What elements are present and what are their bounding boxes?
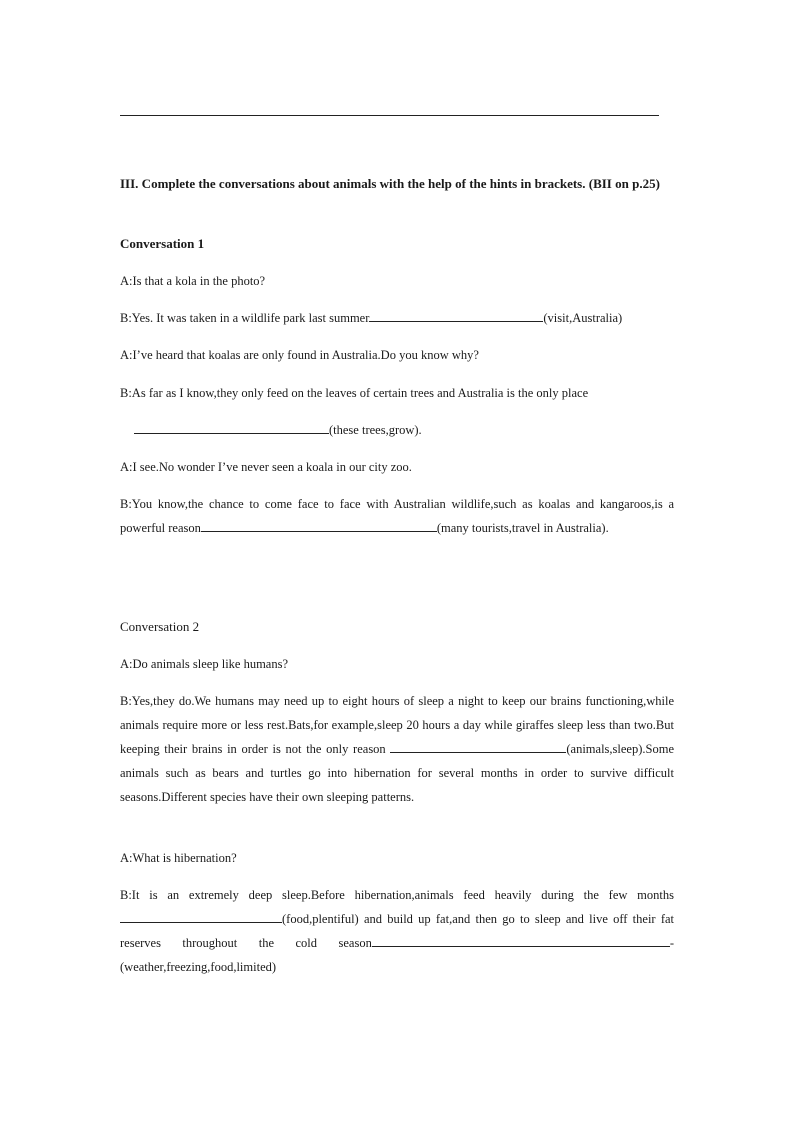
conv2-line-3: A:What is hibernation? bbox=[120, 851, 237, 865]
answer-blank[interactable] bbox=[201, 518, 437, 532]
conv1-line-7-text: B:You know,the chance to come face to face with Australian wildlife,such as koalas and kangaroos,is a powerful reason bbox=[120, 497, 674, 535]
hint: (these trees,grow). bbox=[329, 423, 422, 437]
answer-blank[interactable] bbox=[120, 909, 282, 923]
conv1-line-7 bbox=[120, 492, 674, 540]
hint: (animals,sleep). bbox=[566, 742, 646, 756]
hint: (many tourists,travel in Australia). bbox=[436, 521, 609, 535]
conv1-line-5 bbox=[120, 418, 688, 442]
conv1-line-2-text: B:Yes. It was taken in a wildlife park last summer bbox=[120, 311, 370, 325]
answer-blank[interactable] bbox=[369, 308, 543, 322]
conv1-line-1: A:Is that a kola in the photo? bbox=[120, 274, 266, 288]
answer-blank[interactable] bbox=[134, 420, 329, 434]
top-divider bbox=[120, 115, 659, 116]
conv2-line-4-text: B:It is an extremely deep sleep.Before hibernation,animals feed heavily during the few months bbox=[120, 888, 674, 902]
conv2-line-2-text: B:Yes,they do.We humans may need up to eight hours of sleep a night to keep our brains functioning,while animals require more or less rest.Bats,for example,sleep 20 hours a day while giraffes sleep less than two.But keeping their brains in order is not the only reason bbox=[120, 694, 674, 756]
hint: (weather,freezing,food,limited) bbox=[120, 960, 277, 974]
hint: (visit,Australia) bbox=[543, 311, 623, 325]
section-heading: III. Complete the conversations about animals with the help of the hints in brackets. (BII on p.25) bbox=[120, 176, 660, 191]
dash: - bbox=[669, 936, 674, 950]
conv2-line-4 bbox=[120, 883, 674, 979]
answer-blank[interactable] bbox=[390, 739, 566, 753]
conversation-2-title: Conversation 2 bbox=[120, 619, 200, 634]
conv2-line-2-cont: Some animals such as bears and turtles go into hibernation for several months in order to survive difficult seasons.Different species have their own sleeping patterns. bbox=[120, 742, 674, 804]
hint: (food,plentiful) bbox=[282, 912, 359, 926]
conversation-1-title: Conversation 1 bbox=[120, 236, 205, 251]
answer-blank[interactable] bbox=[372, 933, 670, 947]
conv1-line-3: A:I’ve heard that koalas are only found in Australia.Do you know why? bbox=[120, 348, 479, 362]
conv2-line-1: A:Do animals sleep like humans? bbox=[120, 657, 289, 671]
conv2-line-2 bbox=[120, 689, 674, 809]
conv1-line-4: B:As far as I know,they only feed on the leaves of certain trees and Australia is the only place bbox=[120, 386, 589, 400]
conv1-line-2 bbox=[120, 306, 674, 330]
conv2-line-4-mid: and build up fat,and then go to sleep and live off their fat reserves throughout the cold season bbox=[120, 912, 674, 950]
conv1-line-6: A:I see.No wonder I’ve never seen a koala in our city zoo. bbox=[120, 460, 412, 474]
